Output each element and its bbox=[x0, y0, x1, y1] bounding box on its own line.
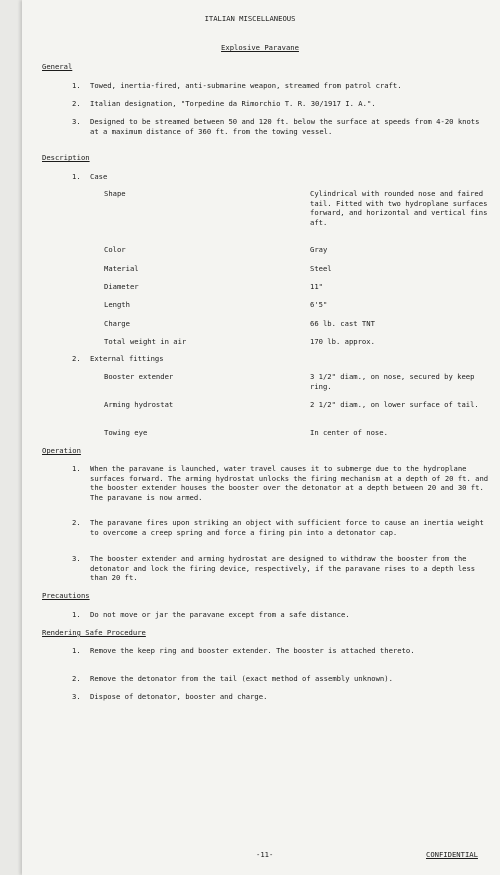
spec-label: Material bbox=[104, 264, 139, 273]
list-item-text: Do not move or jar the paravane except from a safe distance. bbox=[90, 610, 350, 619]
spec-value: 66 lb. cast TNT bbox=[310, 319, 375, 328]
spec-value: Cylindrical with rounded nose and faired tail. Fitted with two hydroplane surfaces forward, and horizontal and vertical fins aft. bbox=[310, 189, 488, 227]
list-item-number: 3. bbox=[72, 117, 81, 126]
spec-value: Steel bbox=[310, 264, 332, 273]
spec-value: In center of nose. bbox=[310, 428, 388, 437]
section-heading-general: General bbox=[42, 62, 73, 71]
spec-label: Charge bbox=[104, 319, 130, 328]
spec-label: Arming hydrostat bbox=[104, 400, 174, 409]
list-item-number: 1. bbox=[72, 464, 81, 473]
list-item-number: 2. bbox=[72, 674, 81, 683]
list-item-number: 1. bbox=[72, 610, 81, 619]
list-item-text: The booster extender and arming hydrostat are designed to withdraw the booster from the detonator and lock the firing device, respectively, if the paravane rises to a depth less than 20 ft. bbox=[90, 554, 476, 583]
subsection-label: Case bbox=[90, 172, 108, 181]
list-item-text: Italian designation, "Torpedine da Rimorchio T. R. 30/1917 I. A.". bbox=[90, 99, 376, 108]
spec-value: 3 1/2" diam., on nose, secured by keep ring. bbox=[310, 372, 475, 391]
list-item-text: Dispose of detonator, booster and charge. bbox=[90, 692, 268, 701]
spec-label: Diameter bbox=[104, 282, 139, 291]
subsection-number: 2. bbox=[72, 354, 81, 363]
list-item-text: Towed, inertia-fired, anti-submarine weapon, streamed from patrol craft. bbox=[90, 81, 402, 90]
list-item-text: The paravane fires upon striking an object with sufficient force to cause an inertia weight to overcome a creep spring and force a firing pin into a detonator cap. bbox=[90, 518, 484, 537]
page-title: ITALIAN MISCELLANEOUS bbox=[204, 14, 296, 23]
classification-marking: CONFIDENTIAL bbox=[426, 850, 478, 859]
list-item-number: 2. bbox=[72, 518, 81, 527]
spec-label: Shape bbox=[104, 189, 126, 198]
spec-label: Booster extender bbox=[104, 372, 174, 381]
spec-value: 6'5" bbox=[310, 300, 328, 309]
spec-label: Length bbox=[104, 300, 130, 309]
spec-value: 2 1/2" diam., on lower surface of tail. bbox=[310, 400, 479, 409]
list-item-number: 3. bbox=[72, 554, 81, 563]
spec-label: Towing eye bbox=[104, 428, 148, 437]
section-heading-precautions: Precautions bbox=[42, 591, 90, 600]
list-item-number: 2. bbox=[72, 99, 81, 108]
spec-value: 170 lb. approx. bbox=[310, 337, 375, 346]
list-item-number: 1. bbox=[72, 81, 81, 90]
list-item-number: 1. bbox=[72, 646, 81, 655]
spec-value: Gray bbox=[310, 245, 328, 254]
list-item-text: When the paravane is launched, water travel causes it to submerge due to the hydroplane surfaces forward. The arming hydrostat unlocks the firing mechanism at a depth of 20 ft. and the booster extender houses the booster over the detonator at a depth between 20 and 30 ft. The paravane is now armed. bbox=[90, 464, 489, 502]
list-item-number: 3. bbox=[72, 692, 81, 701]
section-heading-description: Description bbox=[42, 153, 90, 162]
spec-value: 11" bbox=[310, 282, 323, 291]
list-item-text: Designed to be streamed between 50 and 120 ft. below the surface at speeds from 4-20 knots at a maximum distance of 360 ft. from the towing vessel. bbox=[90, 117, 480, 136]
spec-label: Total weight in air bbox=[104, 337, 187, 346]
page-subtitle: Explosive Paravane bbox=[221, 43, 299, 52]
list-item-text: Remove the keep ring and booster extender. The booster is attached thereto. bbox=[90, 646, 415, 655]
spec-label: Color bbox=[104, 245, 126, 254]
list-item-text: Remove the detonator from the tail (exact method of assembly unknown). bbox=[90, 674, 393, 683]
subsection-label: External fittings bbox=[90, 354, 164, 363]
section-heading-operation: Operation bbox=[42, 446, 81, 455]
section-heading-rendering-safe-procedure: Rendering Safe Procedure bbox=[42, 628, 146, 637]
page-number: -11- bbox=[256, 850, 274, 859]
subsection-number: 1. bbox=[72, 172, 81, 181]
